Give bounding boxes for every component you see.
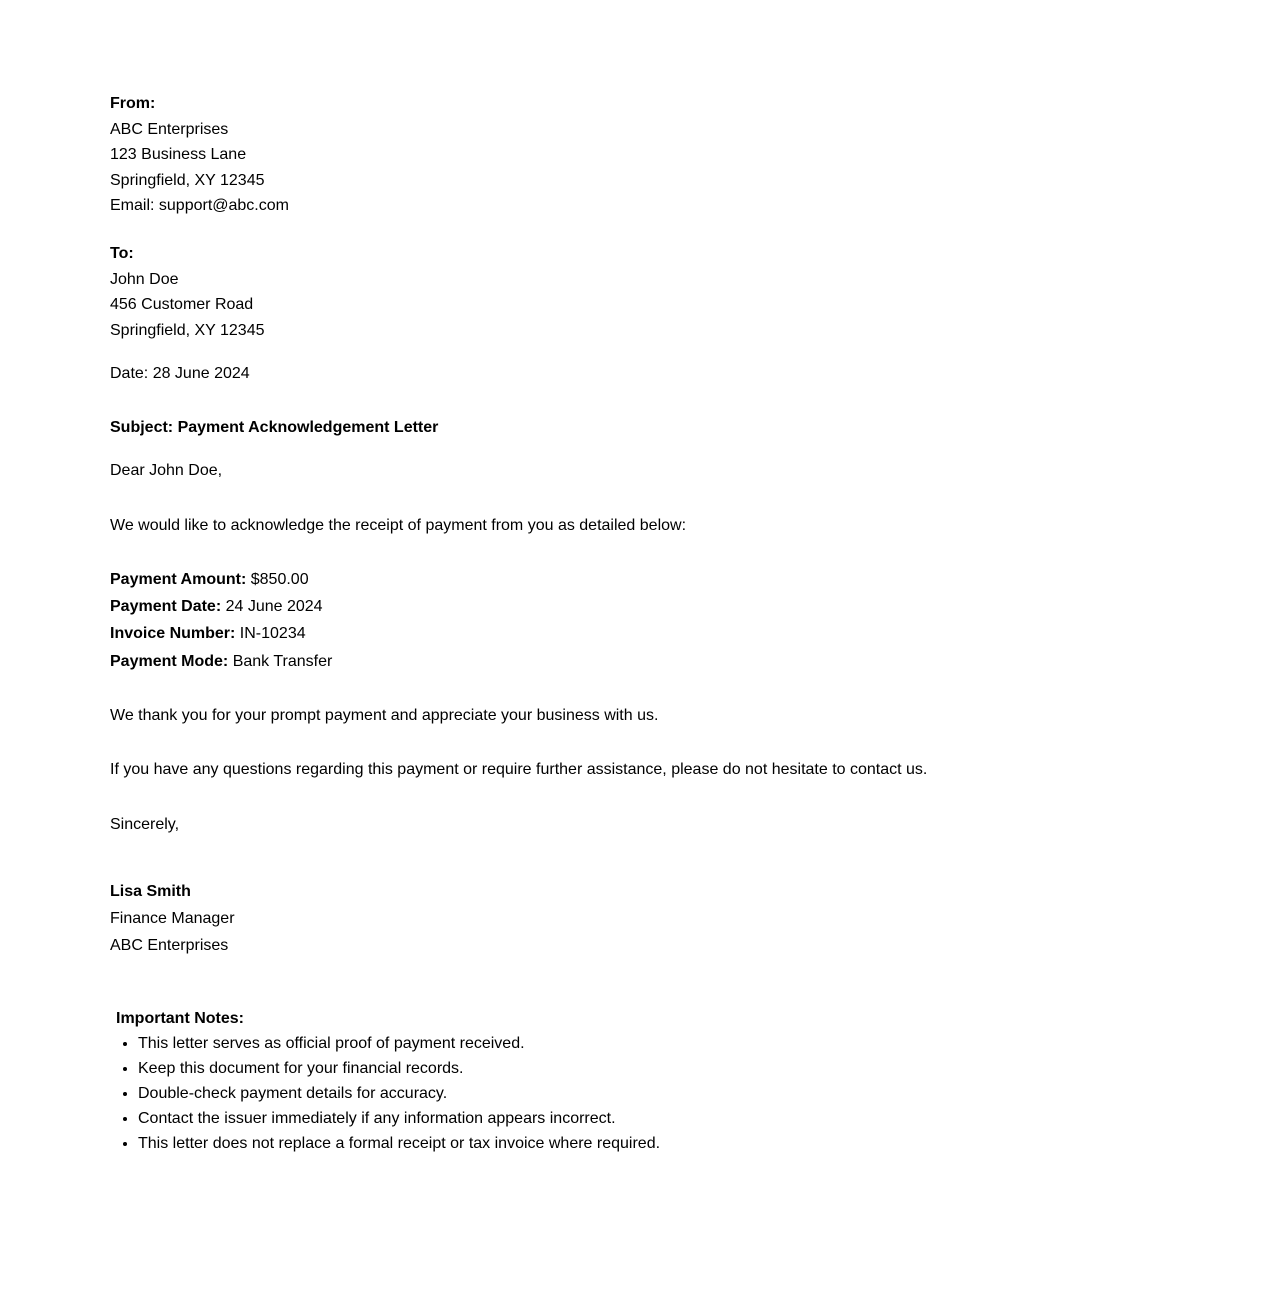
closing: Sincerely, [110, 816, 180, 833]
payment-date-row [110, 597, 323, 617]
intro-paragraph: We would like to acknowledge the receipt of payment from you as detailed below: [110, 517, 687, 534]
list-item: • This letter serves as official proof of payment received. [138, 1034, 660, 1054]
payment-mode-label: Payment Mode: [110, 653, 229, 670]
letter-subject: Subject: Payment Acknowledgement Letter [110, 419, 439, 436]
questions-paragraph: If you have any questions regarding this payment or require further assistance, please do not hesitate to contact us. [110, 761, 928, 778]
invoice-number-value: IN-10234 [235, 625, 306, 642]
list-item: • This letter does not replace a formal receipt or tax invoice where required. [138, 1134, 660, 1154]
signatory-name: Lisa Smith [110, 883, 191, 900]
invoice-number-row [110, 624, 306, 644]
payment-amount-row [110, 570, 309, 590]
list-item: • Keep this document for your financial records. [138, 1059, 660, 1079]
payment-date-label: Payment Date: [110, 598, 222, 615]
sender-email: Email: support@abc.com [110, 197, 289, 214]
list-item: • Contact the issuer immediately if any information appears incorrect. [138, 1109, 660, 1129]
invoice-number-label: Invoice Number: [110, 625, 236, 642]
notes-list [116, 1034, 660, 1154]
sender-address-line2: Springfield, XY 12345 [110, 172, 265, 189]
greeting: Dear John Doe, [110, 462, 223, 479]
payment-amount-label: Payment Amount: [110, 571, 247, 588]
signatory-title: Finance Manager [110, 910, 235, 927]
notes-title: Important Notes: [116, 1010, 244, 1027]
thanks-paragraph: We thank you for your prompt payment and appreciate your business with us. [110, 707, 659, 724]
payment-amount-value: $850.00 [246, 571, 309, 588]
letter-date: Date: 28 June 2024 [110, 365, 250, 382]
from-heading: From: [110, 95, 156, 112]
signatory-company: ABC Enterprises [110, 937, 229, 954]
recipient-address-line2: Springfield, XY 12345 [110, 322, 265, 339]
payment-date-value: 24 June 2024 [221, 598, 323, 615]
sender-name: ABC Enterprises [110, 121, 229, 138]
important-notes [116, 1009, 660, 1159]
payment-mode-row [110, 652, 332, 672]
payment-mode-value: Bank Transfer [228, 653, 333, 670]
to-heading: To: [110, 245, 134, 262]
sender-address-line1: 123 Business Lane [110, 146, 247, 163]
list-item: • Double-check payment details for accuracy. [138, 1084, 660, 1104]
recipient-name: John Doe [110, 271, 179, 288]
recipient-address-line1: 456 Customer Road [110, 296, 254, 313]
